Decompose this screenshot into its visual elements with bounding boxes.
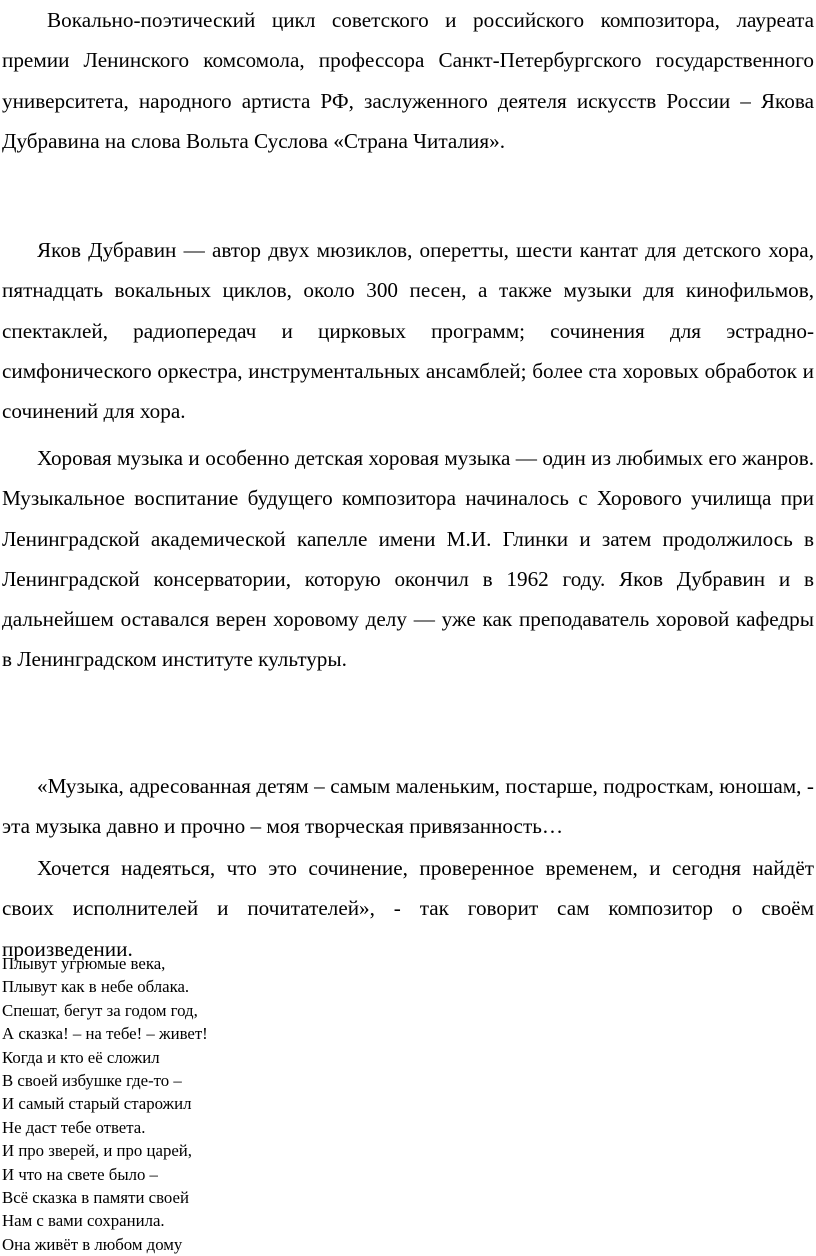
poem-line: Всё сказка в памяти своей xyxy=(2,1188,189,1208)
composer-works-paragraph: Яков Дубравин — автор двух мюзиклов, оперетты, шести кантат для детского хора, пятнадцать вокальных циклов, около 300 песен, а также музыки для кинофильмов, спектаклей, радиопередач и цирковых программ; сочинения для эстрадно-симфонического оркестра, инструментальных ансамблей; более ста хоровых обработок и сочинений для хора. xyxy=(2,238,814,424)
poem-line: Когда и кто её сложил xyxy=(2,1047,160,1067)
intro-paragraph: Вокально-поэтический цикл советского и российского композитора, лауреата премии Ленинского комсомола, профессора Санкт-Петербургского государственного университета, народного артиста РФ, заслуженного деятеля искусств России – Якова Дубравина на слова Вольта Суслова «Страна Читалия». xyxy=(2,8,814,153)
poem-line: Не даст тебе ответа. xyxy=(2,1117,146,1137)
poem-line: Она живёт в любом дому xyxy=(2,1234,183,1254)
poem-line: Плывут как в небе облака. xyxy=(2,977,190,997)
quote-paragraph: «Музыка, адресованная детям – самым маленьким, постарше, подросткам, юношам, - эта музыка давно и прочно – моя творческая привязанность… xyxy=(2,774,814,839)
poem-line: И что на свете было – xyxy=(2,1164,158,1184)
poem-line: И самый старый старожил xyxy=(2,1094,192,1114)
quote-continuation-paragraph: Хочется надеяться, что это сочинение, проверенное временем, и сегодня найдёт своих исполнителей и почитателей», - так говорит сам композитор о своём произведении. xyxy=(2,856,814,961)
poem-line: Нам с вами сохранила. xyxy=(2,1211,165,1231)
poem-verse xyxy=(2,952,208,1256)
poem-line: Плывут угрюмые века, xyxy=(2,954,166,973)
poem-line: И про зверей, и про царей, xyxy=(2,1141,192,1161)
choral-music-paragraph: Хоровая музыка и особенно детская хоровая музыка — один из любимых его жанров. Музыкальное воспитание будущего композитора начиналось с Хорового училища при Ленинградской академической капелле имени М.И. Глинки и затем продолжилось в Ленинградской консерватории, которую окончил в 1962 году. Яков Дубравин и в дальнейшем оставался верен хоровому делу — уже как преподаватель хоровой кафедры в Ленинградском институте культуры. xyxy=(2,446,814,672)
poem-line: В своей избушке где-то – xyxy=(2,1071,182,1091)
poem-line: Спешат, бегут за годом год, xyxy=(2,1000,198,1020)
poem-line: А сказка! – на тебе! – живет! xyxy=(2,1024,208,1044)
